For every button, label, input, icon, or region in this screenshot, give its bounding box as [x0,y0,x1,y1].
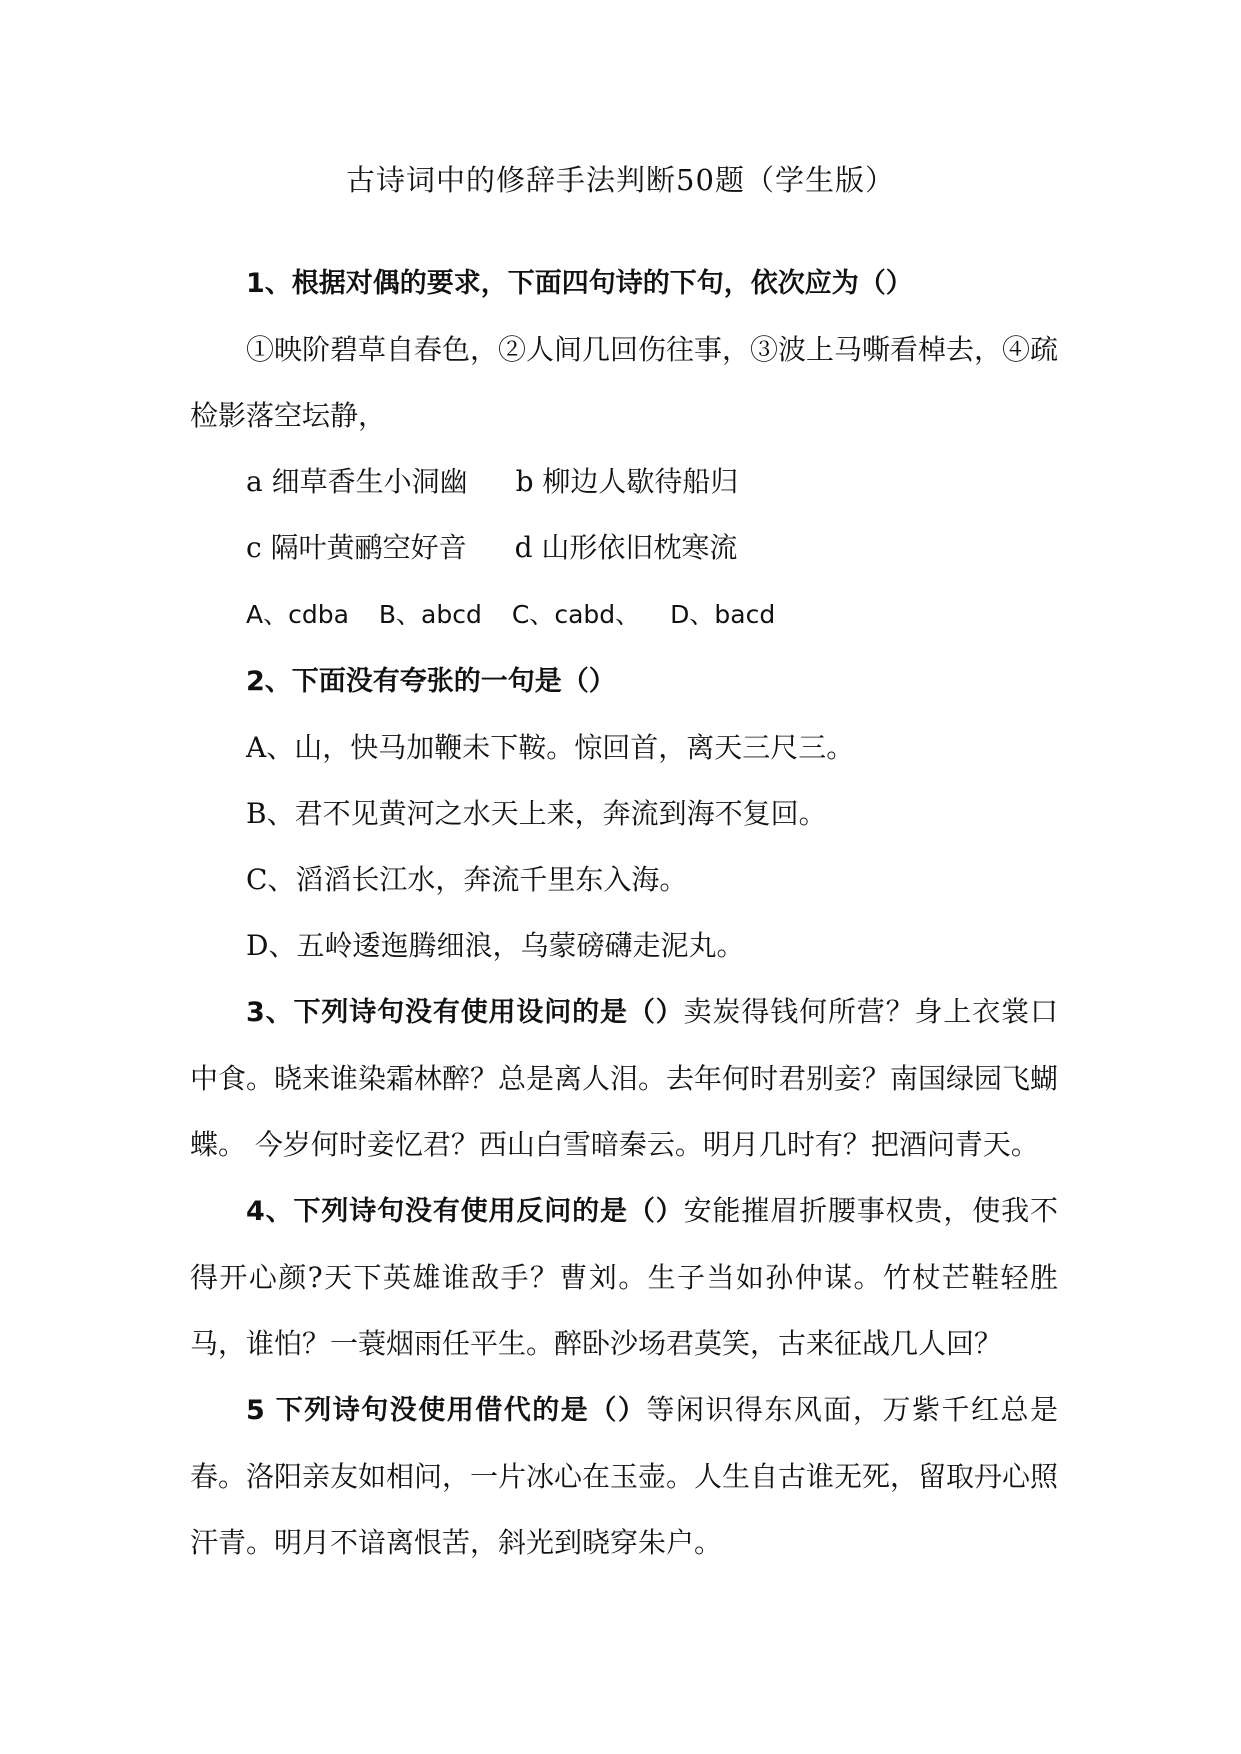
q5-paragraph [190,1377,1058,1576]
q1-option-b: b 柳边人歇待船归 [515,465,739,498]
q2-question [190,648,1058,715]
q1-question [190,250,1058,317]
q4-question-text: 4、下列诗句没有使用反问的是（） [246,1196,684,1227]
q1-choice-a: A、cdba [246,600,349,629]
q2-question-text: 2、下面没有夸张的一句是（） [246,666,616,697]
q3-question-text: 3、下列诗句没有使用设问的是（） [246,997,684,1028]
q2-option-a: A、山，快马加鞭未下鞍。惊回首，离天三尺三。 [246,731,855,764]
q1-choice-c: C、cabd、 [511,600,641,629]
q5-text: 等闲识得东风面，万紫千红总是春。洛阳亲友如相问，一片冰心在玉壶。人生自古谁无死，留取丹心照汗青。明月不谙离恨苦，斜光到晓穿朱户。 [190,1393,1059,1559]
q1-options-row-1 [190,449,1058,515]
q2-option-c: C、滔滔长江水，奔流千里东入海。 [246,863,688,896]
document-title: 古诗词中的修辞手法判断50题（学生版） [346,163,895,197]
q2-option-d: D、五岭逶迤腾细浪，乌蒙磅礴走泥丸。 [246,929,745,962]
document-content [190,250,1058,1576]
q1-choice-d: D、bacd [670,600,776,629]
q1-choice-b: B、abcd [378,600,482,629]
q4-paragraph [190,1178,1058,1377]
q1-option-c: c 隔叶黄鹂空好音 [246,531,467,564]
q3-paragraph [190,979,1058,1178]
q1-choices [190,581,1058,648]
q1-text: ①映阶碧草自春色，②人间几回伤往事，③波上马嘶看棹去，④疏检影落空坛静， [190,333,1059,432]
q3-text: 卖炭得钱何所营？身上衣裳口中食。晓来谁染霜林醉？总是离人泪。去年何时君别妾？南国绿园飞蝴蝶。 今岁何时妾忆君？西山白雪暗秦云。明月几时有？把酒问青天。 [190,995,1059,1161]
q4-text: 安能摧眉折腰事权贵，使我不得开心颜?天下英雄谁敌手？曹刘。生子当如孙仲谋。竹杖芒鞋轻胜马，谁怕？一蓑烟雨任平生。醉卧沙场君莫笑，古来征战几人回？ [190,1194,1058,1360]
q1-question-text: 1、根据对偶的要求，下面四句诗的下句，依次应为（） [246,268,913,299]
q1-option-a: a 细草香生小洞幽 [246,465,468,498]
q1-options-row-2 [190,515,1058,581]
q1-option-d: d 山形依旧枕寒流 [514,531,738,564]
q2-option-b: B、君不见黄河之水天上来，奔流到海不复回。 [246,797,827,830]
q5-question-text: 5 下列诗句没使用借代的是（） [246,1395,647,1426]
